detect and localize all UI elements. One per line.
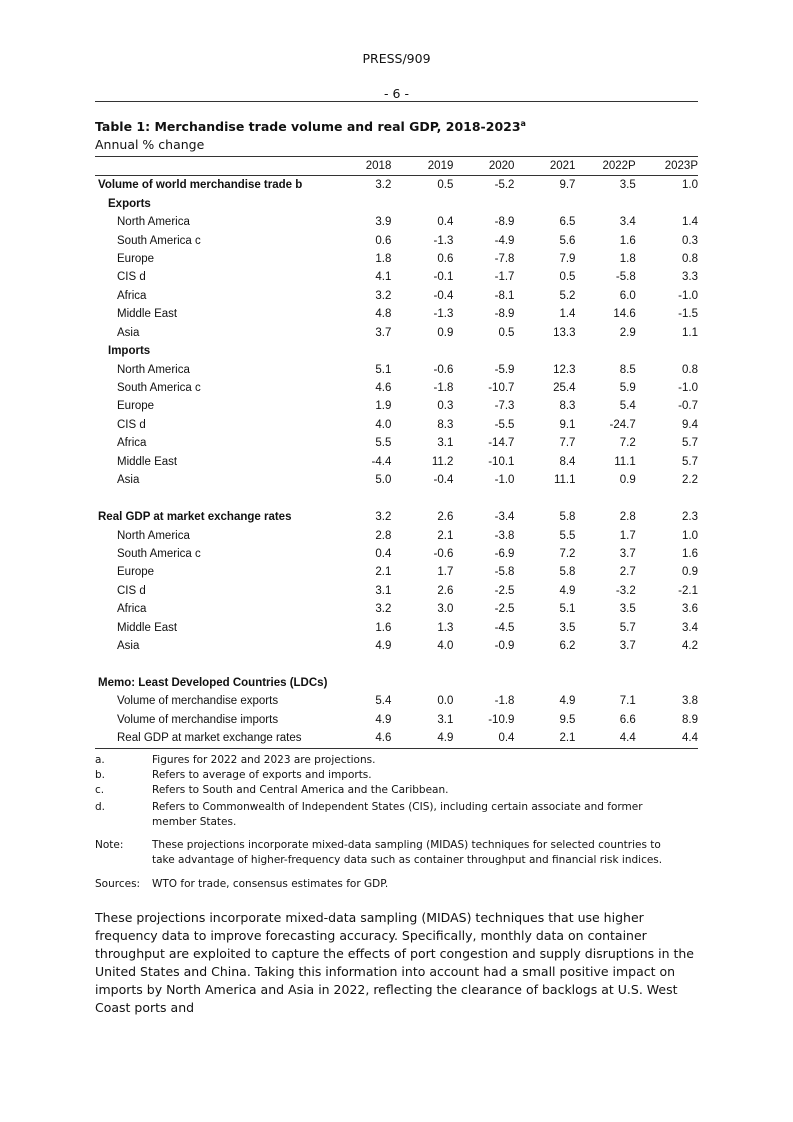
- table-cell: 4.6: [375, 382, 392, 395]
- table-row: [95, 637, 698, 655]
- row-label: CIS d: [117, 418, 146, 431]
- table-cell: 4.4: [575, 729, 635, 748]
- column-header: 2023P: [636, 157, 698, 176]
- table-row: [95, 434, 698, 452]
- column-header: 2021: [514, 157, 575, 176]
- table-cell: 5.7: [682, 455, 698, 468]
- spacer-row: [95, 655, 698, 673]
- row-label: CIS d: [117, 271, 146, 284]
- table-cell: 4.0: [437, 640, 454, 653]
- table-cell: -1.8: [433, 382, 454, 395]
- table-cell: 7.2: [619, 437, 636, 450]
- table-row: [95, 250, 698, 268]
- table-cell: [636, 194, 698, 212]
- table-cell: 0.4: [375, 547, 392, 560]
- table-cell: -8.9: [494, 216, 515, 229]
- table-cell: 3.4: [619, 216, 636, 229]
- table-cell: 2.9: [619, 326, 636, 339]
- table-row: [95, 324, 698, 342]
- table-cell: -8.1: [494, 289, 515, 302]
- row-label: Volume of world merchandise trade b: [98, 179, 303, 192]
- table-cell: -3.8: [494, 529, 515, 542]
- table-cell: 5.7: [619, 621, 636, 634]
- table-cell: 0.3: [437, 400, 454, 413]
- row-label: Real GDP at market exchange rates: [98, 511, 292, 524]
- table-cell: 6.6: [619, 713, 636, 726]
- row-label: Europe: [117, 252, 155, 265]
- table-cell: 11.1: [614, 455, 636, 468]
- table-header-row: [95, 157, 698, 176]
- table-cell: [514, 674, 575, 692]
- table-cell: 3.7: [375, 326, 392, 339]
- table-cell: -3.4: [494, 511, 515, 524]
- table-row: [95, 287, 698, 305]
- table-cell: 4.9: [375, 713, 392, 726]
- table-cell: -1.0: [494, 474, 515, 487]
- table-cell: 3.7: [619, 547, 636, 560]
- row-label: Volume of merchandise imports: [117, 713, 279, 726]
- table-cell: 4.9: [375, 640, 392, 653]
- table-cell: 1.1: [682, 326, 698, 339]
- table-cell: 2.2: [682, 474, 698, 487]
- table-cell: -1.8: [494, 695, 515, 708]
- table-cell: 0.9: [682, 566, 698, 579]
- row-label: Exports: [108, 197, 151, 210]
- table-cell: 1.7: [437, 566, 454, 579]
- table-cell: 6.2: [559, 640, 576, 653]
- table-cell: -1.0: [678, 382, 698, 395]
- table-cell: -5.5: [494, 418, 515, 431]
- table-cell: [514, 342, 575, 360]
- table-cell: [514, 194, 575, 212]
- table-cell: 3.1: [375, 584, 392, 597]
- table-cell: 3.5: [619, 179, 636, 192]
- table-row: [95, 453, 698, 471]
- table-cell: 3.6: [682, 603, 698, 616]
- header-rule: [95, 101, 698, 102]
- table-cell: [391, 674, 453, 692]
- header-spacer: [95, 157, 327, 176]
- table-cell: [391, 194, 453, 212]
- row-label: Real GDP at market exchange rates: [95, 729, 327, 748]
- table-cell: [327, 194, 391, 212]
- footnote-d: [95, 800, 698, 830]
- table-cell: -4.5: [494, 621, 515, 634]
- table-cell: 5.1: [559, 603, 576, 616]
- table-cell: 1.6: [619, 234, 636, 247]
- table-cell: 0.8: [682, 363, 698, 376]
- table-cell: 1.3: [437, 621, 454, 634]
- table-cell: 7.7: [559, 437, 576, 450]
- table-cell: -1.0: [678, 289, 698, 302]
- table-cell: -0.1: [433, 271, 454, 284]
- table-cell: -5.8: [494, 566, 515, 579]
- table-cell: 2.1: [437, 529, 454, 542]
- row-label: Europe: [117, 566, 155, 579]
- table-cell: 0.0: [437, 695, 454, 708]
- table-cell: 3.4: [682, 621, 698, 634]
- table-cell: 0.8: [682, 252, 698, 265]
- table-cell: 3.2: [375, 179, 392, 192]
- table-cell: 4.0: [375, 418, 392, 431]
- table-cell: 0.5: [498, 326, 515, 339]
- table-cell: -0.7: [678, 400, 698, 413]
- row-label: Africa: [117, 289, 147, 302]
- table-row: [95, 692, 698, 710]
- table-cell: -2.5: [494, 584, 515, 597]
- sources-key: Sources:: [95, 878, 141, 890]
- table-cell: -5.8: [615, 271, 636, 284]
- table-cell: [636, 674, 698, 692]
- column-header: 2019: [391, 157, 453, 176]
- table-cell: 8.3: [559, 400, 576, 413]
- table-cell: 1.9: [375, 400, 392, 413]
- table-row: [95, 305, 698, 323]
- table-cell: -7.3: [494, 400, 515, 413]
- table-cell: 6.5: [559, 216, 576, 229]
- row-label: Middle East: [117, 621, 178, 634]
- table-cell: 9.5: [559, 713, 576, 726]
- table-cell: -4.4: [371, 455, 392, 468]
- table-cell: 1.4: [559, 308, 576, 321]
- spacer-row: [95, 489, 698, 507]
- table-cell: [453, 194, 514, 212]
- table-cell: -24.7: [609, 418, 636, 431]
- table-row: [95, 194, 698, 212]
- table-cell: 7.2: [559, 547, 576, 560]
- trade-table: [95, 156, 698, 749]
- table-cell: -0.4: [433, 474, 454, 487]
- table-cell: 4.9: [559, 695, 576, 708]
- table-cell: -0.4: [433, 289, 454, 302]
- table-cell: 4.2: [682, 640, 698, 653]
- table-cell: [575, 342, 635, 360]
- table-cell: 8.9: [682, 713, 698, 726]
- table-cell: 3.1: [437, 437, 454, 450]
- footnote-key: d.: [95, 801, 106, 813]
- table-cell: 3.2: [375, 603, 392, 616]
- table-cell: -10.7: [488, 382, 515, 395]
- note-key: Note:: [95, 839, 124, 851]
- table-cell: 11.2: [431, 455, 454, 468]
- page-number: - 6 -: [384, 86, 409, 101]
- footnote-a: [95, 753, 698, 768]
- column-header: 2020: [453, 157, 514, 176]
- table-cell: 0.9: [619, 474, 636, 487]
- table-cell: 5.6: [559, 234, 576, 247]
- table-cell: 4.8: [375, 308, 392, 321]
- table-cell: 14.6: [613, 308, 636, 321]
- table-cell: 7.1: [619, 695, 636, 708]
- footnote-text: Refers to average of exports and imports.: [152, 769, 372, 781]
- sources-text: WTO for trade, consensus estimates for GDP.: [152, 878, 389, 890]
- table-cell: 5.5: [559, 529, 576, 542]
- row-label: North America: [117, 529, 190, 542]
- table-cell: -1.5: [678, 308, 698, 321]
- row-label: Asia: [117, 326, 140, 339]
- table-cell: 1.4: [682, 216, 698, 229]
- table-row: [95, 600, 698, 618]
- spacer-cell: [95, 655, 698, 673]
- table-title: [95, 119, 526, 134]
- table-cell: [453, 342, 514, 360]
- footnote-key: c.: [95, 784, 105, 796]
- table-cell: 0.9: [437, 326, 454, 339]
- table-cell: 8.4: [559, 455, 576, 468]
- table-cell: 25.4: [553, 382, 576, 395]
- table-cell: 3.5: [619, 603, 636, 616]
- table-cell: 7.9: [559, 252, 576, 265]
- table-row: [95, 379, 698, 397]
- table-cell: 3.9: [375, 216, 392, 229]
- table-cell: 1.8: [619, 252, 636, 265]
- table-cell: [327, 342, 391, 360]
- table-cell: [327, 674, 391, 692]
- table-row: [95, 342, 698, 360]
- table-cell: 0.3: [682, 234, 698, 247]
- table-cell: 9.1: [559, 418, 576, 431]
- footnote-text: Refers to South and Central America and the Caribbean.: [152, 784, 449, 796]
- table-cell: -1.3: [433, 234, 454, 247]
- table-cell: 5.5: [375, 437, 392, 450]
- table-cell: 5.8: [559, 566, 576, 579]
- table-cell: 12.3: [553, 363, 576, 376]
- table-cell: 3.2: [375, 289, 392, 302]
- table-cell: 11.1: [553, 474, 576, 487]
- table-cell: 6.0: [619, 289, 636, 302]
- table-row: [95, 471, 698, 489]
- table-cell: 3.7: [619, 640, 636, 653]
- column-header: 2022P: [575, 157, 635, 176]
- table-cell: [391, 342, 453, 360]
- spacer-cell: [95, 489, 698, 507]
- table-cell: -10.9: [488, 713, 515, 726]
- table-cell: 1.0: [682, 529, 698, 542]
- table-cell: -14.7: [488, 437, 515, 450]
- footnote-text: Refers to Commonwealth of Independent States (CIS), including certain associate and former member States.: [152, 801, 643, 828]
- table-row: [95, 231, 698, 249]
- row-label: South America c: [117, 382, 201, 395]
- note-text: These projections incorporate mixed-data sampling (MIDAS) techniques for selected countries to take advantage of higher-frequency data such as container throughput and financial risk indices.: [152, 839, 663, 866]
- table-row: [95, 416, 698, 434]
- table-cell: 3.8: [682, 695, 698, 708]
- table-row: [95, 545, 698, 563]
- table-cell: 4.4: [636, 729, 698, 748]
- table-cell: 5.0: [375, 474, 392, 487]
- sources: [95, 877, 698, 892]
- table-cell: 3.1: [437, 713, 454, 726]
- table-cell: -0.9: [494, 640, 515, 653]
- table-row: [95, 268, 698, 286]
- table-cell: 0.6: [437, 252, 454, 265]
- table-cell: 3.2: [375, 511, 392, 524]
- table-title-footnote-mark: a: [520, 119, 526, 128]
- table-cell: 5.7: [682, 437, 698, 450]
- table-cell: -3.2: [615, 584, 636, 597]
- footnote-key: a.: [95, 754, 105, 766]
- table-cell: 2.8: [375, 529, 392, 542]
- row-label: Memo: Least Developed Countries (LDCs): [98, 677, 328, 690]
- row-label: South America c: [117, 234, 201, 247]
- note: [95, 838, 698, 868]
- table-cell: [575, 674, 635, 692]
- table-cell: 5.4: [375, 695, 392, 708]
- table-cell: 3.0: [437, 603, 454, 616]
- table-cell: 5.8: [559, 511, 576, 524]
- table-cell: 5.2: [559, 289, 576, 302]
- table-row: [95, 360, 698, 378]
- table-cell: -0.6: [433, 547, 454, 560]
- footnote-b: [95, 768, 698, 783]
- table-row: [95, 563, 698, 581]
- table-cell: 9.7: [559, 179, 576, 192]
- table-cell: 0.4: [437, 216, 454, 229]
- table-row: [95, 619, 698, 637]
- table-cell: 2.7: [619, 566, 636, 579]
- table-cell: 8.3: [437, 418, 454, 431]
- table-cell: 2.6: [437, 584, 454, 597]
- row-label: Asia: [117, 640, 140, 653]
- table-cell: -5.9: [494, 363, 515, 376]
- body-paragraph: These projections incorporate mixed-data sampling (MIDAS) techniques that use higher frequency data to improve forecasting accuracy. Specifically, monthly data on container throughput are exploited to capture the effects of port congestion and supply disruptions in the United States and China. Taking this information into account had a small positive impact on imports by North America and Asia in 2022, reflecting the clearance of backlogs at U.S. West Coast ports and: [95, 910, 694, 1015]
- table-cell: 1.6: [375, 621, 392, 634]
- table-row: [95, 397, 698, 415]
- table-cell: -2.5: [494, 603, 515, 616]
- footnote-c: [95, 783, 698, 798]
- table-cell: 1.8: [375, 252, 392, 265]
- table-cell: 2.1: [375, 566, 392, 579]
- table-cell: -6.9: [494, 547, 515, 560]
- table-cell: 9.4: [682, 418, 698, 431]
- table-row: [95, 674, 698, 692]
- row-label: CIS d: [117, 584, 146, 597]
- table-subtitle: Annual % change: [95, 137, 205, 152]
- table-cell: [575, 194, 635, 212]
- table-cell: 4.1: [375, 271, 392, 284]
- table-cell: -5.2: [494, 179, 515, 192]
- table-cell: 8.5: [619, 363, 636, 376]
- table-row: [95, 729, 698, 748]
- table-cell: 1.7: [619, 529, 636, 542]
- table-cell: 0.6: [375, 234, 392, 247]
- footnote-text: Figures for 2022 and 2023 are projections.: [152, 754, 376, 766]
- row-label: Asia: [117, 474, 140, 487]
- row-label: South America c: [117, 547, 201, 560]
- table-cell: 0.4: [453, 729, 514, 748]
- table-row: [95, 582, 698, 600]
- document-code: PRESS/909: [362, 51, 431, 66]
- row-label: Imports: [108, 345, 151, 358]
- table-row: [95, 711, 698, 729]
- table-cell: -1.3: [433, 308, 454, 321]
- table-cell: 4.6: [327, 729, 391, 748]
- table-row: [95, 213, 698, 231]
- row-label: Volume of merchandise exports: [117, 695, 279, 708]
- table-row: [95, 526, 698, 544]
- row-label: Middle East: [117, 308, 178, 321]
- table-cell: -2.1: [678, 584, 698, 597]
- footnote-key: b.: [95, 769, 106, 781]
- row-label: North America: [117, 216, 190, 229]
- row-label: Middle East: [117, 455, 178, 468]
- table-cell: 5.1: [375, 363, 392, 376]
- table-cell: 4.9: [391, 729, 453, 748]
- table-cell: 1.6: [682, 547, 698, 560]
- table-cell: 2.3: [682, 511, 698, 524]
- table-cell: -1.7: [494, 271, 515, 284]
- table-row: [95, 176, 698, 195]
- table-cell: 13.3: [553, 326, 576, 339]
- row-label: North America: [117, 363, 190, 376]
- table-cell: 3.3: [682, 271, 698, 284]
- column-header: 2018: [327, 157, 391, 176]
- table-cell: -0.6: [433, 363, 454, 376]
- table-cell: 2.8: [619, 511, 636, 524]
- row-label: Europe: [117, 400, 155, 413]
- table-cell: 0.5: [437, 179, 454, 192]
- table-cell: 2.6: [437, 511, 454, 524]
- table-cell: 5.9: [619, 382, 636, 395]
- table-cell: 4.9: [559, 584, 576, 597]
- table-cell: [453, 674, 514, 692]
- row-label: Africa: [117, 603, 147, 616]
- table-cell: 0.5: [559, 271, 576, 284]
- row-label: Africa: [117, 437, 147, 450]
- table-cell: -7.8: [494, 252, 515, 265]
- table-cell: -10.1: [488, 455, 515, 468]
- table-cell: -4.9: [494, 234, 515, 247]
- table-cell: 1.0: [682, 179, 698, 192]
- table-cell: 3.5: [559, 621, 576, 634]
- table-cell: [636, 342, 698, 360]
- table-row: [95, 508, 698, 526]
- table-cell: 2.1: [514, 729, 575, 748]
- table-title-text: Table 1: Merchandise trade volume and real GDP, 2018-2023: [95, 119, 521, 135]
- table-cell: 5.4: [619, 400, 636, 413]
- table-cell: -8.9: [494, 308, 515, 321]
